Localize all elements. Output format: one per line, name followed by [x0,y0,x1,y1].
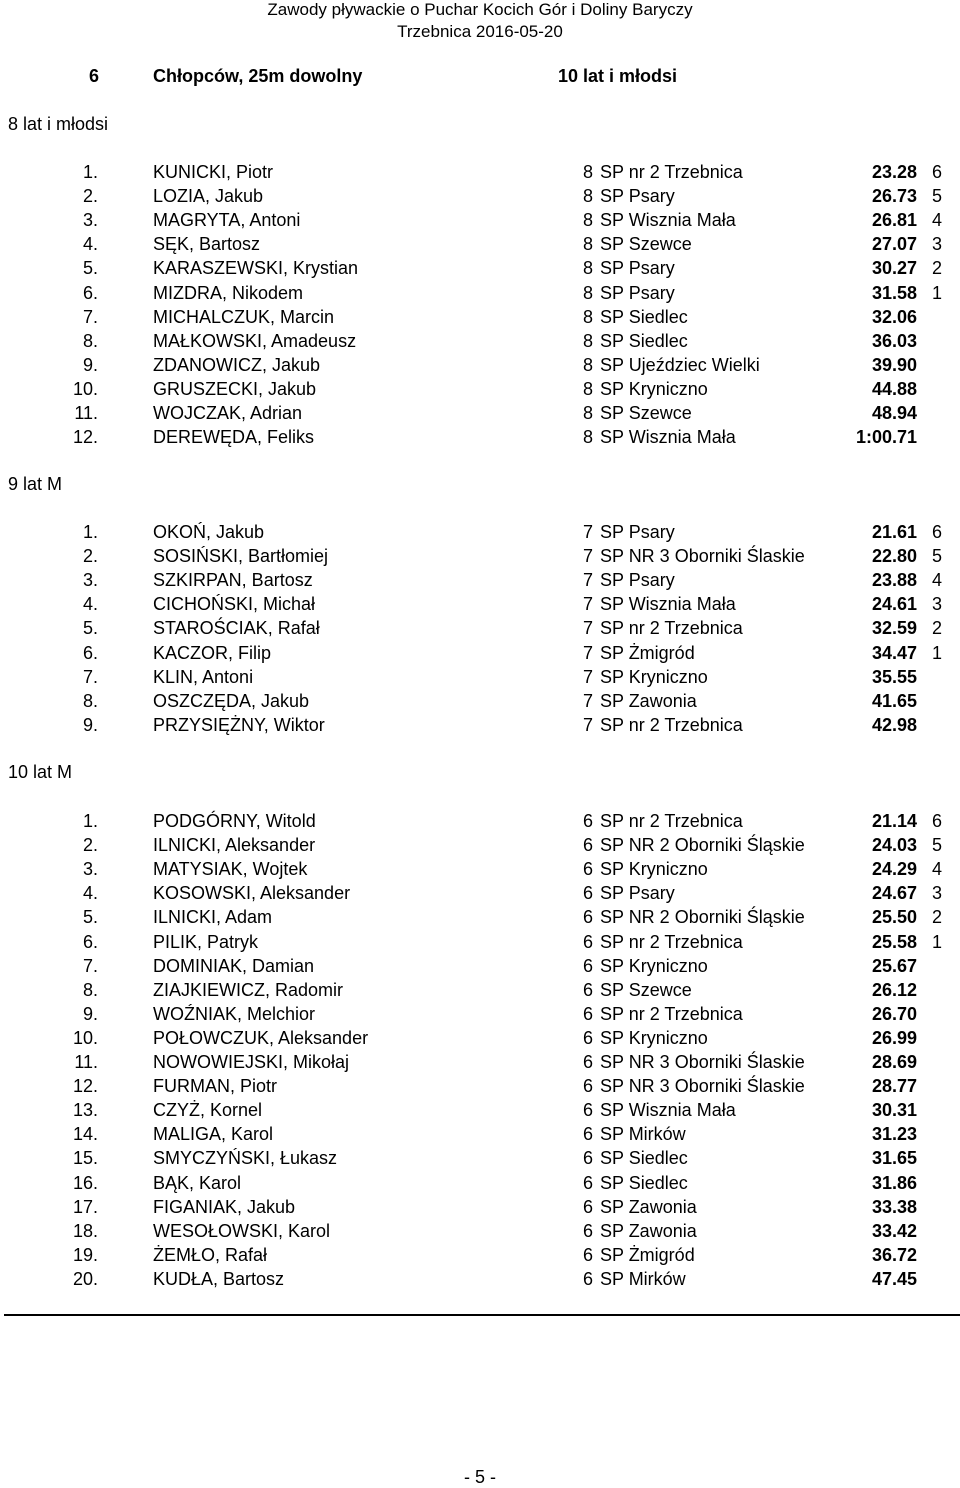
result-time: 39.90 [871,355,917,375]
result-points: 5 [932,546,943,566]
result-age: 7 [583,715,594,735]
result-time: 44.88 [871,379,917,399]
result-name: MAŁKOWSKI, Amadeusz [153,331,357,351]
result-club: SP Zawonia [600,1197,697,1217]
result-time: 30.31 [871,1100,917,1120]
result-points: 4 [932,570,943,590]
result-age: 6 [583,859,594,879]
result-club: SP Zawonia [600,691,697,711]
result-club: SP Psary [600,522,675,542]
result-name: FURMAN, Piotr [153,1076,278,1096]
result-age: 8 [583,162,594,182]
result-row [0,570,960,594]
result-row [0,1269,960,1293]
result-place: 12. [72,1076,98,1096]
result-name: ZIAJKIEWICZ, Radomir [153,980,344,1000]
result-time: 41.65 [871,691,917,711]
group-label: 9 lat M [8,474,63,494]
result-place: 3. [82,210,98,230]
result-name: KOSOWSKI, Aleksander [153,883,351,903]
event-category: 10 lat i młodsi [558,66,678,86]
result-name: KARASZEWSKI, Krystian [153,258,359,278]
result-place: 3. [82,570,98,590]
page-number: - 5 - [463,1467,496,1487]
result-club: SP nr 2 Trzebnica [600,811,743,831]
result-club: SP Siedlec [600,331,688,351]
result-row [0,1004,960,1028]
result-name: STAROŚCIAK, Rafał [153,618,320,638]
result-time: 24.29 [871,859,917,879]
result-row [0,1100,960,1124]
result-name: POŁOWCZUK, Aleksander [153,1028,369,1048]
result-name: KACZOR, Filip [153,643,272,663]
result-place: 15. [72,1148,98,1168]
result-club: SP Ujeździec Wielki [600,355,760,375]
result-row [0,1245,960,1269]
result-place: 5. [82,618,98,638]
result-place: 2. [82,546,98,566]
result-place: 2. [82,835,98,855]
result-time: 1:00.71 [855,427,917,447]
result-age: 8 [583,307,594,327]
result-row [0,811,960,835]
result-age: 6 [583,1221,594,1241]
result-time: 23.28 [871,162,917,182]
result-place: 1. [82,522,98,542]
result-place: 16. [72,1173,98,1193]
result-place: 8. [82,331,98,351]
result-name: CICHOŃSKI, Michał [153,594,316,614]
result-time: 21.14 [871,811,917,831]
result-club: SP nr 2 Trzebnica [600,715,743,735]
result-place: 8. [82,691,98,711]
result-place: 4. [82,234,98,254]
result-place: 5. [82,258,98,278]
result-time: 26.99 [871,1028,917,1048]
group-label: 10 lat M [8,762,73,782]
result-place: 8. [82,980,98,1000]
result-name: NOWOWIEJSKI, Mikołaj [153,1052,350,1072]
result-points: 6 [932,522,943,542]
result-club: SP Siedlec [600,1173,688,1193]
result-club: SP NR 2 Oborniki Śląskie [600,835,805,855]
result-row [0,331,960,355]
result-place: 10. [72,379,98,399]
result-time: 26.70 [871,1004,917,1024]
result-name: OKOŃ, Jakub [153,522,265,542]
result-place: 12. [72,427,98,447]
result-name: DEREWĘDA, Feliks [153,427,315,447]
result-club: SP Psary [600,258,675,278]
result-place: 9. [82,355,98,375]
result-name: MIZDRA, Nikodem [153,283,304,303]
result-name: KUNICKI, Piotr [153,162,274,182]
result-club: SP nr 2 Trzebnica [600,1004,743,1024]
result-name: CZYŻ, Kornel [153,1100,263,1120]
result-row [0,907,960,931]
result-row [0,643,960,667]
result-name: SMYCZYŃSKI, Łukasz [153,1148,338,1168]
result-row [0,594,960,618]
result-name: SOSIŃSKI, Bartłomiej [153,546,329,566]
event-name: Chłopców, 25m dowolny [153,66,363,86]
result-row [0,427,960,451]
result-name: WESOŁOWSKI, Karol [153,1221,331,1241]
result-points: 2 [932,907,943,927]
result-name: KLIN, Antoni [153,667,254,687]
result-club: SP Szewce [600,403,692,423]
result-club: SP nr 2 Trzebnica [600,618,743,638]
result-row [0,307,960,331]
result-points: 4 [932,859,943,879]
result-name: MICHALCZUK, Marcin [153,307,335,327]
event-number: 6 [89,66,100,86]
result-time: 36.72 [871,1245,917,1265]
result-age: 6 [583,1052,594,1072]
result-club: SP Mirków [600,1124,686,1144]
result-points: 4 [932,210,943,230]
result-time: 24.67 [871,883,917,903]
result-row [0,210,960,234]
result-points: 3 [932,594,943,614]
result-row [0,186,960,210]
result-age: 7 [583,546,594,566]
result-club: SP Żmigród [600,1245,695,1265]
result-age: 7 [583,667,594,687]
bottom-divider [4,1314,960,1316]
result-row [0,355,960,379]
result-age: 6 [583,1173,594,1193]
result-place: 7. [82,667,98,687]
result-age: 8 [583,355,594,375]
result-club: SP Wisznia Mała [600,1100,736,1120]
result-age: 6 [583,1197,594,1217]
result-club: SP Szewce [600,980,692,1000]
result-time: 22.80 [871,546,917,566]
result-age: 8 [583,210,594,230]
result-points: 1 [932,283,943,303]
result-time: 27.07 [871,234,917,254]
result-row [0,1028,960,1052]
result-place: 3. [82,859,98,879]
result-club: SP Siedlec [600,1148,688,1168]
result-age: 7 [583,570,594,590]
result-name: ŻEMŁO, Rafał [153,1245,268,1265]
result-time: 31.86 [871,1173,917,1193]
result-row [0,522,960,546]
result-club: SP nr 2 Trzebnica [600,162,743,182]
result-age: 6 [583,980,594,1000]
result-points: 6 [932,811,943,831]
result-row [0,1221,960,1245]
result-row [0,691,960,715]
group-label: 8 lat i młodsi [8,114,109,134]
result-time: 32.59 [871,618,917,638]
result-club: SP NR 3 Oborniki Ślaskie [600,546,805,566]
result-club: SP Psary [600,883,675,903]
result-age: 6 [583,1028,594,1048]
result-points: 1 [932,643,943,663]
result-time: 33.38 [871,1197,917,1217]
result-time: 23.88 [871,570,917,590]
result-name: WOŹNIAK, Melchior [153,1004,316,1024]
result-points: 3 [932,883,943,903]
result-place: 20. [72,1269,98,1289]
result-points: 3 [932,234,943,254]
result-club: SP NR 3 Oborniki Ślaskie [600,1052,805,1072]
result-place: 4. [82,594,98,614]
result-club: SP Wisznia Mała [600,210,736,230]
result-name: OSZCZĘDA, Jakub [153,691,310,711]
result-place: 6. [82,283,98,303]
result-place: 1. [82,162,98,182]
result-row [0,234,960,258]
result-name: DOMINIAK, Damian [153,956,315,976]
result-club: SP Psary [600,570,675,590]
result-age: 6 [583,1124,594,1144]
result-age: 6 [583,811,594,831]
result-name: PILIK, Patryk [153,932,259,952]
result-place: 7. [82,307,98,327]
result-age: 8 [583,403,594,423]
result-age: 8 [583,427,594,447]
result-place: 11. [74,1052,98,1072]
result-time: 31.23 [871,1124,917,1144]
result-time: 25.58 [871,932,917,952]
result-place: 1. [82,811,98,831]
result-name: PODGÓRNY, Witold [153,811,316,831]
result-name: ILNICKI, Aleksander [153,835,316,855]
result-time: 48.94 [871,403,917,423]
result-name: ZDANOWICZ, Jakub [153,355,321,375]
result-time: 25.50 [871,907,917,927]
result-row [0,258,960,282]
result-club: SP Zawonia [600,1221,697,1241]
result-age: 6 [583,835,594,855]
result-club: SP Kryniczno [600,667,708,687]
result-row [0,1124,960,1148]
result-place: 6. [82,932,98,952]
result-row [0,980,960,1004]
result-points: 5 [932,835,943,855]
result-row [0,932,960,956]
result-time: 31.58 [871,283,917,303]
result-club: SP Mirków [600,1269,686,1289]
result-club: SP Kryniczno [600,956,708,976]
result-age: 8 [583,186,594,206]
result-name: SĘK, Bartosz [153,234,261,254]
result-row [0,618,960,642]
result-club: SP Kryniczno [600,1028,708,1048]
result-name: PRZYSIĘŻNY, Wiktor [153,715,325,735]
result-place: 19. [72,1245,98,1265]
result-age: 8 [583,331,594,351]
result-name: GRUSZECKI, Jakub [153,379,317,399]
result-club: SP Szewce [600,234,692,254]
result-time: 42.98 [871,715,917,735]
result-age: 6 [583,1100,594,1120]
result-age: 8 [583,379,594,399]
result-time: 26.12 [871,980,917,1000]
result-time: 30.27 [871,258,917,278]
result-club: SP NR 3 Oborniki Ślaskie [600,1076,805,1096]
result-place: 17. [72,1197,98,1217]
result-time: 33.42 [871,1221,917,1241]
result-club: SP Psary [600,283,675,303]
result-place: 9. [82,1004,98,1024]
result-name: BĄK, Karol [153,1173,242,1193]
result-age: 7 [583,594,594,614]
result-points: 2 [932,258,943,278]
result-row [0,403,960,427]
result-place: 4. [82,883,98,903]
result-time: 24.03 [871,835,917,855]
result-place: 14. [72,1124,98,1144]
result-name: LOZIA, Jakub [153,186,264,206]
result-points: 1 [932,932,943,952]
result-club: SP Kryniczno [600,859,708,879]
result-name: SZKIRPAN, Bartosz [153,570,313,590]
result-age: 6 [583,956,594,976]
result-age: 8 [583,234,594,254]
result-row [0,1052,960,1076]
result-row [0,1173,960,1197]
result-age: 6 [583,1269,594,1289]
result-row [0,283,960,307]
result-row [0,715,960,739]
result-row [0,883,960,907]
result-place: 13. [72,1100,98,1120]
result-club: SP nr 2 Trzebnica [600,932,743,952]
result-age: 7 [583,522,594,542]
result-place: 5. [82,907,98,927]
result-age: 8 [583,258,594,278]
result-age: 8 [583,283,594,303]
result-age: 6 [583,907,594,927]
result-row [0,835,960,859]
result-place: 7. [82,956,98,976]
result-age: 6 [583,1245,594,1265]
result-club: SP Kryniczno [600,379,708,399]
result-time: 25.67 [871,956,917,976]
result-age: 6 [583,1076,594,1096]
result-time: 24.61 [871,594,917,614]
result-row [0,546,960,570]
result-club: SP Psary [600,186,675,206]
result-place: 9. [82,715,98,735]
result-time: 21.61 [871,522,917,542]
result-time: 47.45 [871,1269,917,1289]
result-points: 5 [932,186,943,206]
result-age: 7 [583,643,594,663]
result-name: WOJCZAK, Adrian [153,403,303,423]
result-club: SP NR 2 Oborniki Śląskie [600,907,805,927]
result-name: MAGRYTA, Antoni [153,210,301,230]
result-name: MALIGA, Karol [153,1124,274,1144]
result-club: SP Wisznia Mała [600,427,736,447]
result-name: KUDŁA, Bartosz [153,1269,285,1289]
result-row [0,379,960,403]
result-row [0,1197,960,1221]
result-row [0,162,960,186]
result-age: 6 [583,1148,594,1168]
result-age: 6 [583,1004,594,1024]
document-title: Zawody pływackie o Puchar Kocich Gór i Doliny Baryczy [267,0,693,19]
document-subtitle: Trzebnica 2016-05-20 [397,22,563,41]
result-age: 6 [583,932,594,952]
result-time: 35.55 [871,667,917,687]
result-name: ILNICKI, Adam [153,907,273,927]
result-row [0,956,960,980]
result-time: 26.81 [871,210,917,230]
result-row [0,1076,960,1100]
result-place: 11. [74,403,98,423]
result-age: 7 [583,691,594,711]
result-club: SP Wisznia Mała [600,594,736,614]
result-time: 34.47 [871,643,917,663]
result-row [0,1148,960,1172]
result-time: 32.06 [871,307,917,327]
result-place: 2. [82,186,98,206]
result-time: 28.69 [871,1052,917,1072]
result-time: 36.03 [871,331,917,351]
result-name: MATYSIAK, Wojtek [153,859,308,879]
result-row [0,667,960,691]
result-age: 6 [583,883,594,903]
result-name: FIGANIAK, Jakub [153,1197,296,1217]
result-age: 7 [583,618,594,638]
result-points: 2 [932,618,943,638]
result-place: 10. [72,1028,98,1048]
result-time: 26.73 [871,186,917,206]
result-points: 6 [932,162,943,182]
result-club: SP Żmigród [600,643,695,663]
result-place: 18. [72,1221,98,1241]
result-club: SP Siedlec [600,307,688,327]
result-time: 28.77 [871,1076,917,1096]
result-row [0,859,960,883]
result-time: 31.65 [871,1148,917,1168]
result-place: 6. [82,643,98,663]
